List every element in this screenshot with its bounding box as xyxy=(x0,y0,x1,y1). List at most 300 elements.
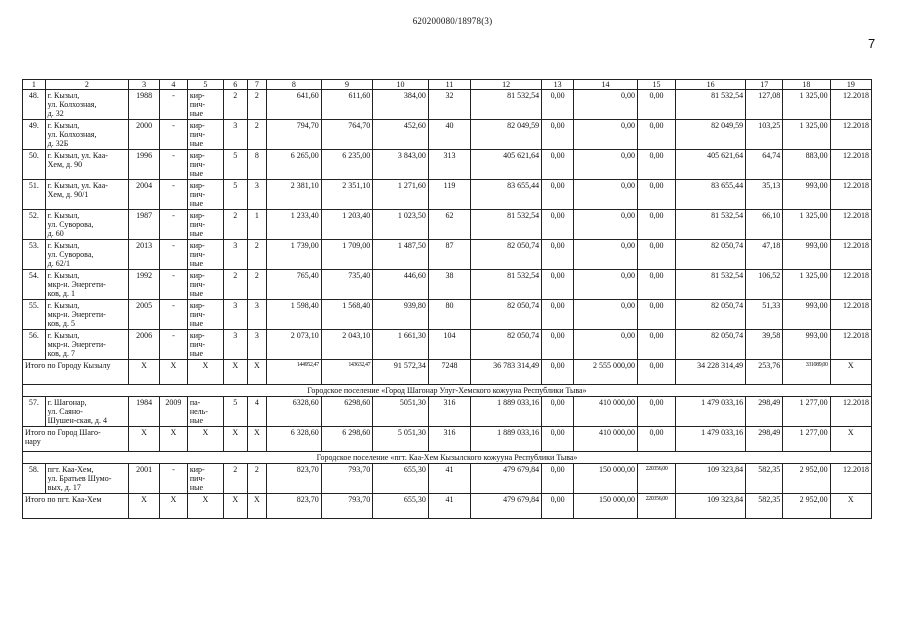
table-row xyxy=(23,240,872,270)
table-cell: 794,70 xyxy=(267,120,322,150)
table-cell: 0,00 xyxy=(574,330,638,360)
table-cell: 765,40 xyxy=(267,270,322,300)
table-cell: - xyxy=(160,330,188,360)
table-cell: 2 043,10 xyxy=(321,330,373,360)
table-cell: 298,49 xyxy=(746,397,783,427)
table-cell: 0,00 xyxy=(574,180,638,210)
table-row xyxy=(23,300,872,330)
table-cell: 40 xyxy=(428,120,470,150)
table-cell: 1 889 033,16 xyxy=(471,397,542,427)
table-cell: 12.2018 xyxy=(830,300,871,330)
table-cell: 2001 xyxy=(129,464,160,494)
document-id: 620200080/18978(3) xyxy=(412,16,493,26)
table-cell: 81 532,54 xyxy=(471,210,542,240)
table-cell: 3 xyxy=(223,120,247,150)
table-cell: 1 739,00 xyxy=(267,240,322,270)
table-cell: 479 679,84 xyxy=(471,494,542,519)
table-cell: 1984 xyxy=(129,397,160,427)
table-cell: 56. xyxy=(23,330,46,360)
table-cell: 12.2018 xyxy=(830,90,871,120)
table-cell: 1 598,40 xyxy=(267,300,322,330)
table-cell: - xyxy=(160,300,188,330)
table-cell: 35,13 xyxy=(746,180,783,210)
table-cell: 3 xyxy=(247,330,267,360)
table-cell: 993,00 xyxy=(783,180,830,210)
table-cell: пгт. Каа-Хем, ул. Братьев Шумо- вых, д. 17 xyxy=(45,464,128,494)
table-cell: 53. xyxy=(23,240,46,270)
table-cell: Городское поселение «Город Шагонар Улуг-Хемского кожууна Республики Тыва» xyxy=(23,385,872,397)
table-cell: 8 xyxy=(267,80,322,90)
table-cell: 0,00 xyxy=(574,120,638,150)
table-cell: 87 xyxy=(428,240,470,270)
table-cell: 9 xyxy=(321,80,373,90)
table-cell: г. Шагонар, ул. Саяно- Шушен-ская, д. 4 xyxy=(45,397,128,427)
table-cell: 55. xyxy=(23,300,46,330)
table-cell: 81 532,54 xyxy=(676,90,746,120)
table-cell: 410 000,00 xyxy=(574,427,638,452)
table-cell: г. Кызыл, ул. Суворова, д. 62/1 xyxy=(45,240,128,270)
total-row xyxy=(23,427,872,452)
table-cell: 582,35 xyxy=(746,494,783,519)
table-cell: 14 xyxy=(574,80,638,90)
table-cell: 1 023,50 xyxy=(373,210,429,240)
table-row xyxy=(23,120,872,150)
table-cell: 0,00 xyxy=(637,180,675,210)
table-cell: 735,40 xyxy=(321,270,373,300)
table-cell: кир- пич- ные xyxy=(187,120,223,150)
table-cell: 6 xyxy=(223,80,247,90)
table-cell: 0,00 xyxy=(574,210,638,240)
table-cell: 3 xyxy=(129,80,160,90)
table-cell: - xyxy=(160,180,188,210)
table-cell: 3 xyxy=(223,330,247,360)
table-cell: Итого по Городу Кызылу xyxy=(23,360,129,385)
table-cell: 15 xyxy=(637,80,675,90)
table-cell: 0,00 xyxy=(542,210,574,240)
table-cell: 405 621,64 xyxy=(676,150,746,180)
table-cell: 253,76 xyxy=(746,360,783,385)
table-row xyxy=(23,210,872,240)
table-cell: 58. xyxy=(23,464,46,494)
table-cell: 2 xyxy=(223,90,247,120)
table-cell: кир- пич- ные xyxy=(187,270,223,300)
table-cell: 6 328,60 xyxy=(267,427,322,452)
table-cell: 0,00 xyxy=(637,270,675,300)
table-cell: кир- пич- ные xyxy=(187,300,223,330)
table-cell: 12.2018 xyxy=(830,330,871,360)
table-cell: 12.2018 xyxy=(830,240,871,270)
table-cell: 49. xyxy=(23,120,46,150)
table-cell: X xyxy=(830,360,871,385)
total-row xyxy=(23,360,872,385)
table-cell: 0,00 xyxy=(542,270,574,300)
table-cell: 82 050,74 xyxy=(676,300,746,330)
table-cell: г. Кызыл, мкр-н. Энергети- ков, д. 5 xyxy=(45,300,128,330)
table-cell: Городское поселение «пгт. Каа-Хем Кызылского кожууна Республики Тыва» xyxy=(23,452,872,464)
table-cell: X xyxy=(247,494,267,519)
table-cell: 582,35 xyxy=(746,464,783,494)
table-cell: 883,00 xyxy=(783,150,830,180)
table-cell: 2004 xyxy=(129,180,160,210)
table-cell: 793,70 xyxy=(321,464,373,494)
table-cell: 47,18 xyxy=(746,240,783,270)
table-cell: 48. xyxy=(23,90,46,120)
table-cell: 82 049,59 xyxy=(676,120,746,150)
table-cell: 144952,47 xyxy=(267,360,322,385)
table-cell: 0,00 xyxy=(542,180,574,210)
table-cell: 2 952,00 xyxy=(783,464,830,494)
table-cell: 641,60 xyxy=(267,90,322,120)
table-cell: 2000 xyxy=(129,120,160,150)
table-cell: 34 228 314,49 xyxy=(676,360,746,385)
table-cell: 0,00 xyxy=(637,90,675,120)
table-cell: 1987 xyxy=(129,210,160,240)
table-cell: 106,52 xyxy=(746,270,783,300)
table-cell: 11 xyxy=(428,80,470,90)
table-cell: 0,00 xyxy=(637,360,675,385)
table-cell: 54. xyxy=(23,270,46,300)
table-cell: 410 000,00 xyxy=(574,397,638,427)
table-cell: кир- пич- ные xyxy=(187,330,223,360)
table-cell: 5051,30 xyxy=(373,397,429,427)
table-cell: 109 323,84 xyxy=(676,494,746,519)
table-cell: г. Кызыл, ул. Каа- Хем, д. 90 xyxy=(45,150,128,180)
table-cell: 80 xyxy=(428,300,470,330)
table-cell: 313 xyxy=(428,150,470,180)
table-cell: 479 679,84 xyxy=(471,464,542,494)
table-cell: 0,00 xyxy=(637,120,675,150)
table-cell: 82 049,59 xyxy=(471,120,542,150)
table-cell: 0,00 xyxy=(542,90,574,120)
table-cell: 316 xyxy=(428,427,470,452)
table-cell: 220356,00 xyxy=(637,494,675,519)
table-cell: 452,60 xyxy=(373,120,429,150)
table-cell: 82 050,74 xyxy=(471,300,542,330)
table-cell: 0,00 xyxy=(637,397,675,427)
table-cell: 8 xyxy=(247,150,267,180)
table-cell: 19 xyxy=(830,80,871,90)
table-cell: кир- пич- ные xyxy=(187,90,223,120)
table-cell: 150 000,00 xyxy=(574,494,638,519)
table-cell: 4 xyxy=(247,397,267,427)
table-cell: - xyxy=(160,210,188,240)
table-cell: X xyxy=(187,427,223,452)
table-cell: кир- пич- ные xyxy=(187,180,223,210)
data-table xyxy=(22,79,872,519)
table-cell: 316 xyxy=(428,397,470,427)
table-cell: 823,70 xyxy=(267,464,322,494)
table-cell: г. Кызыл, мкр-н. Энергети- ков, д. 1 xyxy=(45,270,128,300)
table-cell: 3 xyxy=(247,300,267,330)
table-cell: 81 532,54 xyxy=(676,210,746,240)
table-cell: 2 xyxy=(223,270,247,300)
table-cell: - xyxy=(160,464,188,494)
table-cell: 2 xyxy=(223,210,247,240)
table-cell: 0,00 xyxy=(637,330,675,360)
table-cell: г. Кызыл, ул. Суворова, д. 60 xyxy=(45,210,128,240)
table-cell: 0,00 xyxy=(542,240,574,270)
table-cell: X xyxy=(830,427,871,452)
table-cell: 2006 xyxy=(129,330,160,360)
table-cell: 0,00 xyxy=(574,150,638,180)
table-cell: 1988 xyxy=(129,90,160,120)
table-cell: 6328,60 xyxy=(267,397,322,427)
table-cell: 81 532,54 xyxy=(676,270,746,300)
table-cell: 82 050,74 xyxy=(676,330,746,360)
table-cell: - xyxy=(160,240,188,270)
table-cell: 1 271,60 xyxy=(373,180,429,210)
table-cell: 103,25 xyxy=(746,120,783,150)
table-cell: 82 050,74 xyxy=(471,330,542,360)
table-cell: 143632,47 xyxy=(321,360,373,385)
table-row xyxy=(23,270,872,300)
table-cell: X xyxy=(187,494,223,519)
table-cell: 2 381,10 xyxy=(267,180,322,210)
table-cell: 41 xyxy=(428,464,470,494)
table-cell: г. Кызыл, мкр-н. Энергети- ков, д. 7 xyxy=(45,330,128,360)
table-cell: 2005 xyxy=(129,300,160,330)
table-cell: 2 xyxy=(45,80,128,90)
table-cell: X xyxy=(129,360,160,385)
table-cell: 0,00 xyxy=(637,300,675,330)
table-cell: X xyxy=(160,360,188,385)
table-cell: 119 xyxy=(428,180,470,210)
table-cell: 81 532,54 xyxy=(471,270,542,300)
table-row xyxy=(23,180,872,210)
table-cell: X xyxy=(223,360,247,385)
table-cell: 64,74 xyxy=(746,150,783,180)
table-cell: 91 572,34 xyxy=(373,360,429,385)
table-cell: 2 351,10 xyxy=(321,180,373,210)
table-cell: 50. xyxy=(23,150,46,180)
page-number: 7 xyxy=(868,36,876,51)
table-cell: 12.2018 xyxy=(830,150,871,180)
table-cell: 655,30 xyxy=(373,494,429,519)
table-cell: г. Кызыл, ул. Колхозная, д. 32Б xyxy=(45,120,128,150)
table-cell: 12.2018 xyxy=(830,180,871,210)
table-cell: Итого по пгт. Каа-Хем xyxy=(23,494,129,519)
table-cell: 331089,00 xyxy=(783,360,830,385)
table-cell: 81 532,54 xyxy=(471,90,542,120)
table-cell: 6298,60 xyxy=(321,397,373,427)
table-cell: 0,00 xyxy=(637,240,675,270)
table-cell: 2 xyxy=(247,464,267,494)
table-cell: 1 889 033,16 xyxy=(471,427,542,452)
table-cell: 2 xyxy=(247,120,267,150)
table-cell: - xyxy=(160,150,188,180)
table-cell: 298,49 xyxy=(746,427,783,452)
table-cell: 993,00 xyxy=(783,330,830,360)
table-cell: 66,10 xyxy=(746,210,783,240)
table-cell: 13 xyxy=(542,80,574,90)
table-cell: 12 xyxy=(471,80,542,90)
table-cell: 5 xyxy=(223,150,247,180)
table-cell: 405 621,64 xyxy=(471,150,542,180)
table-cell: 1992 xyxy=(129,270,160,300)
section-header-row xyxy=(23,385,872,397)
table-cell: 1 479 033,16 xyxy=(676,397,746,427)
table-cell: X xyxy=(247,360,267,385)
table-cell: 1996 xyxy=(129,150,160,180)
table-row xyxy=(23,397,872,427)
table-cell: г. Кызыл, ул. Каа- Хем, д. 90/1 xyxy=(45,180,128,210)
table-cell: X xyxy=(187,360,223,385)
table-cell: 446,60 xyxy=(373,270,429,300)
table-cell: 41 xyxy=(428,494,470,519)
table-row xyxy=(23,464,872,494)
table-cell: X xyxy=(247,427,267,452)
table-cell: 32 xyxy=(428,90,470,120)
table-cell: X xyxy=(223,427,247,452)
table-cell: 1 325,00 xyxy=(783,120,830,150)
table-cell: 0,00 xyxy=(542,330,574,360)
table-cell: 0,00 xyxy=(542,360,574,385)
table-cell: 5 xyxy=(223,180,247,210)
table-cell: 1 661,30 xyxy=(373,330,429,360)
table-cell: 0,00 xyxy=(542,120,574,150)
table-cell: 12.2018 xyxy=(830,464,871,494)
table-cell: 2 xyxy=(247,240,267,270)
table-cell: 4 xyxy=(160,80,188,90)
table-cell: 36 783 314,49 xyxy=(471,360,542,385)
table-cell: 17 xyxy=(746,80,783,90)
table-cell: 104 xyxy=(428,330,470,360)
table-cell: 0,00 xyxy=(542,494,574,519)
table-cell: кир- пич- ные xyxy=(187,210,223,240)
table-cell: - xyxy=(160,120,188,150)
total-row xyxy=(23,494,872,519)
table-cell: 0,00 xyxy=(574,300,638,330)
table-cell: 16 xyxy=(676,80,746,90)
table-cell: 0,00 xyxy=(542,300,574,330)
table-cell: 2 073,10 xyxy=(267,330,322,360)
table-cell: 793,70 xyxy=(321,494,373,519)
table-cell: 1 325,00 xyxy=(783,210,830,240)
table-cell: па- нель- ные xyxy=(187,397,223,427)
table-cell: 823,70 xyxy=(267,494,322,519)
table-cell: 2 xyxy=(223,464,247,494)
table-cell: 0,00 xyxy=(637,150,675,180)
table-cell: 7 xyxy=(247,80,267,90)
table-cell: 2 xyxy=(247,270,267,300)
table-cell: 12.2018 xyxy=(830,270,871,300)
table-cell: 3 xyxy=(223,240,247,270)
table-cell: 611,60 xyxy=(321,90,373,120)
table-cell: 39,58 xyxy=(746,330,783,360)
table-cell: 1 277,00 xyxy=(783,427,830,452)
table-cell: 0,00 xyxy=(574,240,638,270)
table-cell: 1 487,50 xyxy=(373,240,429,270)
table-cell: 993,00 xyxy=(783,300,830,330)
table-cell: X xyxy=(129,494,160,519)
table-cell: 2 555 000,00 xyxy=(574,360,638,385)
table-cell: 0,00 xyxy=(574,270,638,300)
table-cell: 82 050,74 xyxy=(676,240,746,270)
table-cell: 83 655,44 xyxy=(676,180,746,210)
table-cell: 6 265,00 xyxy=(267,150,322,180)
table-cell: 83 655,44 xyxy=(471,180,542,210)
table-cell: 764,70 xyxy=(321,120,373,150)
table-cell: 127,08 xyxy=(746,90,783,120)
table-cell: 6 235,00 xyxy=(321,150,373,180)
table-cell: 1 233,40 xyxy=(267,210,322,240)
table-cell: 5 xyxy=(223,397,247,427)
table-cell: 5 051,30 xyxy=(373,427,429,452)
column-number-row xyxy=(23,80,872,90)
table-cell: 2013 xyxy=(129,240,160,270)
table-cell: 1 xyxy=(23,80,46,90)
table-cell: г. Кызыл, ул. Колхозная, д. 32 xyxy=(45,90,128,120)
table-cell: X xyxy=(160,494,188,519)
table-cell: 0,00 xyxy=(542,427,574,452)
table-cell: 1 479 033,16 xyxy=(676,427,746,452)
table-cell: Итого по Город Шаго- нару xyxy=(23,427,129,452)
table-cell: 0,00 xyxy=(542,397,574,427)
table-cell: 1 325,00 xyxy=(783,90,830,120)
table-cell: 52. xyxy=(23,210,46,240)
table-cell: 12.2018 xyxy=(830,120,871,150)
table-cell: 3 xyxy=(223,300,247,330)
table-cell: 18 xyxy=(783,80,830,90)
table-cell: 10 xyxy=(373,80,429,90)
table-cell: 939,80 xyxy=(373,300,429,330)
table-cell: 1 325,00 xyxy=(783,270,830,300)
table-cell: кир- пич- ные xyxy=(187,240,223,270)
table-cell: 3 xyxy=(247,180,267,210)
table-cell: 62 xyxy=(428,210,470,240)
table-cell: 655,30 xyxy=(373,464,429,494)
table-cell: 82 050,74 xyxy=(471,240,542,270)
table-cell: - xyxy=(160,270,188,300)
table-cell: 51,33 xyxy=(746,300,783,330)
table-cell: кир- пич- ные xyxy=(187,150,223,180)
table-cell: 1 203,40 xyxy=(321,210,373,240)
table-cell: 1 xyxy=(247,210,267,240)
table-cell: 57. xyxy=(23,397,46,427)
table-cell: 109 323,84 xyxy=(676,464,746,494)
table-cell: X xyxy=(160,427,188,452)
table-cell: 1 277,00 xyxy=(783,397,830,427)
table-cell: 0,00 xyxy=(574,90,638,120)
table-row xyxy=(23,330,872,360)
table-cell: X xyxy=(223,494,247,519)
table-cell: 3 843,00 xyxy=(373,150,429,180)
table-cell: 5 xyxy=(187,80,223,90)
table-cell: 993,00 xyxy=(783,240,830,270)
table-cell: 0,00 xyxy=(542,464,574,494)
table-cell: 7248 xyxy=(428,360,470,385)
table-cell: X xyxy=(830,494,871,519)
table-cell: 38 xyxy=(428,270,470,300)
table-cell: 0,00 xyxy=(637,210,675,240)
section-header-row xyxy=(23,452,872,464)
table-row xyxy=(23,90,872,120)
table-cell: кир- пич- ные xyxy=(187,464,223,494)
table-cell: 1 709,00 xyxy=(321,240,373,270)
table-cell: 6 298,60 xyxy=(321,427,373,452)
table-cell: - xyxy=(160,90,188,120)
table-cell: 51. xyxy=(23,180,46,210)
table-cell: 12.2018 xyxy=(830,210,871,240)
table-cell: 150 000,00 xyxy=(574,464,638,494)
table-cell: 384,00 xyxy=(373,90,429,120)
table-cell: 2 xyxy=(247,90,267,120)
table-cell: X xyxy=(129,427,160,452)
table-cell: 1 568,40 xyxy=(321,300,373,330)
table-cell: 2009 xyxy=(160,397,188,427)
table-cell: 2 952,00 xyxy=(783,494,830,519)
table-row xyxy=(23,150,872,180)
